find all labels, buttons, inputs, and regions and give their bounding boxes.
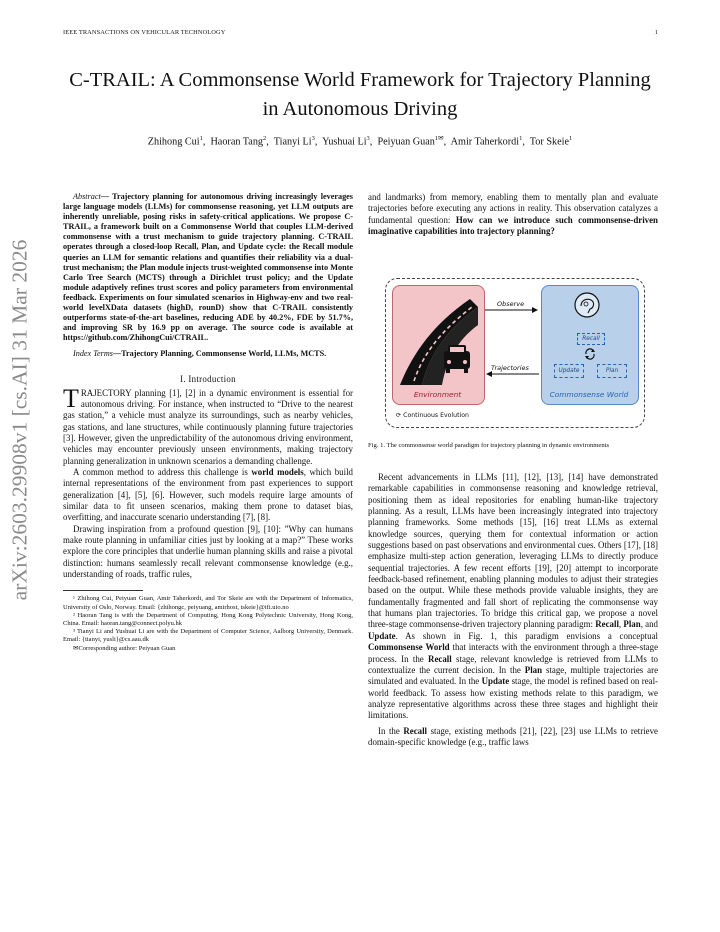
paragraph-text: stage, existing methods [21], [22], [23] use LLMs to retrieve domain-specific knowledge (e.g., traffic laws (368, 725, 658, 747)
paper-title: C-TRAIL: A Commonsense World Framework for Trajectory Planning in Autonomous Driving (69, 69, 651, 120)
figure-caption: Fig. 1. The commonsense world paradigm for trajectory planning in dynamic environments (368, 442, 610, 449)
brain-icon (572, 290, 602, 320)
abstract-label: Abstract (73, 192, 101, 201)
right-paragraph-0 (368, 192, 658, 237)
paragraph-text: In the (378, 725, 404, 736)
paragraph-text: , (618, 619, 624, 630)
bold-term: Update (368, 630, 396, 641)
paragraph-text: Recent advancements in LLMs [11], [12], [13], [14] have demonstrated remarkable capabilities in commonsense reasoning and knowledge retrieval, positioning them as ideal repositories for enabling human-like trajectory planning. As a result, LLMs have been increasingly integrated into trajectory planning frameworks. Some methods [15], [16] treat LLMs as external knowledge sources, querying them for contextual information or action suggestions based on past observations and environmental cues. Others [17], [18] emphasize multi-step action generation, leveraging LLMs to directly produce sequential trajectories. A few recent efforts [19], [20] attempt to incorporate feedback-based refinement, enabling planning modules to adjust their strategies based on the output. While these methods provide valuable insights, they are fundamentally fragmented and fall short of replicating the commonsense way that humans plan trajectories. To bridge this critical gap, we propose a novel three-stage commonsense-driven trajectory planning paradigm: (368, 472, 658, 630)
bold-term: Recall (428, 653, 452, 664)
author: Zhihong Cui (147, 136, 200, 148)
paragraph-text: that interacts with the environment through a three-stage process. In the (368, 642, 659, 664)
bold-term: Recall (403, 725, 428, 736)
evolution-caption (396, 412, 469, 419)
paragraph-text: stage, multiple trajectories are simulated and evaluated. In the (368, 664, 659, 687)
recall-box: Recall (577, 333, 605, 345)
intro-paragraph-1 (63, 383, 353, 467)
author: Amir Taherkordi (450, 136, 520, 148)
commonsense-world-label: Commonsense World (549, 390, 629, 399)
affiliation-mark: 1✉ (434, 135, 444, 142)
drop-cap: T (63, 383, 79, 413)
paragraph-text: . As shown in Fig. 1, this paradigm envisions a conceptual (395, 630, 658, 641)
cycle-icon (583, 347, 597, 361)
author: Yushuai Li (322, 136, 367, 148)
affiliation-mark: 3 (311, 135, 315, 142)
index-terms-label: Index Terms (73, 349, 113, 359)
bold-term: Recall (595, 619, 619, 630)
observe-label: Observe (497, 300, 525, 308)
paragraph-text: RAJECTORY planning [1], [2] in a dynamic environment is essential for autonomous driving. For instance, when instructed to “Drive to the nearest gas station,” a vehicle must analyze its surroundings, such as nearby vehicles, gas stations, and lane structures, while continuously planning future trajectories [3]. However, given the unpredictability of the autonomous driving environment, vehicles may encounter previously unseen environments, making trajectory planning generalization in unknown scenarios a demanding challenge. (63, 387, 353, 466)
paragraph-text: stage, the model is refined based on real-world feedback. To assess how existing methods relate to this paradigm, we analyze representative algorithms across these three stages and highlight their limitations. (368, 676, 658, 721)
author-list: Zhihong Cui$^1$, Haoran Tang$^2$, Tianyi Li$^3$, Yushuai Li$^3$, Peiyuan Guan$^{1✉}$, Amir Taherkordi$^1$, Tor Skeie$^1$ (147, 135, 573, 148)
paragraph-text: and landmarks) from memory, enabling them to mentally plan and evaluate trajectories before executing any actions in reality. This observation catalyzes a fundamental question: (368, 192, 658, 225)
arrowhead (532, 307, 538, 313)
abstract-text: — Trajectory planning for autonomous driving increasingly leverages large language models (LLMs) for commonsense reasoning, yet LLM outputs are inherently unreliable, posing risks in safety-critical applications. We propose C-TRAIL, a framework built on a Commonsense World that couples LLM-derived commonsense with a trust mechanism to guide trajectory planning. C-TRAIL operates through a closed-loop Recall, Plan, and Update cycle: the Recall module queries an LLM for semantic relations and quantifies their reliability via a dual-trust mechanism; the Plan module injects trust-weighted commonsense into Monte Carlo Tree Search (MCTS) through a Dirichlet trust policy; and the Update module adaptively refines trust scores and policy parameters from environmental feedback. Experiments on four simulated scenarios in Highway-env and two real-world levelXData datasets (highD, rounD) show that C-TRAIL consistently outperforms state-of-the-art baselines, reducing ADE by 40.2%, FDE by 51.7%, and improving SR by 16.9 pp on average. The source code is available at https://github.com/ZhihongCui/CTRAIL. (63, 192, 353, 343)
bold-term: Update (481, 676, 510, 687)
affiliation-mark: 2 (263, 135, 267, 142)
evolution-label: Continuous Evolution (403, 412, 469, 419)
bold-term: Plan (524, 664, 543, 675)
author: Peiyuan Guan (377, 136, 435, 148)
page-number: 1 (654, 29, 658, 36)
plan-box: Plan (597, 364, 627, 378)
author: Tor Skeie (529, 136, 569, 148)
intro-paragraph-3: Drawing inspiration from a profound question [9], [10]: ”Why can humans make route planning in unfamiliar cities just by looking at a map?” These works explore the core principles that underlie human planning skills and raise a pivotal distinction: humans seamlessly recall relevant commonsense knowledge (e.g., understanding of roads, traffic rules, (63, 523, 353, 579)
footnote: ✉Corresponding author: Peiyuan Guan (73, 644, 176, 652)
bold-term: Commonsense World (368, 642, 450, 653)
affiliation-mark: 1 (199, 135, 203, 142)
left-column (63, 192, 353, 653)
affiliation-mark: 1 (568, 135, 573, 142)
road-car-illustration (392, 285, 483, 403)
trajectories-label: Trajectories (491, 364, 529, 372)
footnote-rule (63, 590, 143, 591)
section-heading: I. Introduction (180, 373, 236, 384)
abstract (63, 192, 353, 343)
paragraph-text: A common method to address this challenge is (73, 466, 252, 477)
arxiv-id: arXiv:2603.29908v1 [cs.AI] 31 Mar 2026 (7, 239, 32, 601)
right-paragraph-2 (368, 726, 658, 749)
intro-paragraph-2 (63, 467, 353, 524)
environment-label: Environment (413, 390, 462, 399)
footnote: ¹ Zhihong Cui, Peiyuan Guan, Amir Taherkordi, and Tor Skeie are with the Department of Informatics, University of Oslo, Norway. Email: {zhihongc, peiyuang, amirhost, tskeie}@ifi.uio.no (63, 595, 353, 611)
update-box: Update (554, 364, 584, 378)
paragraph-text: stage, relevant knowledge is retrieved from LLMs to contextualize the current decision. In the (368, 653, 658, 675)
index-terms-text: —Trajectory Planning, Commonsense World, LLMs, MCTS. (112, 349, 327, 359)
right-paragraph-1 (368, 472, 658, 722)
footnote: ² Haoran Tang is with the Department of Computing, Hong Kong Polytechnic University, Hong Kong, China. Email: haoran.tang@connect.polyu.hk (63, 611, 353, 627)
affiliation-mark: 3 (366, 135, 370, 142)
journal-header: IEEE TRANSACTIONS ON VEHICULAR TECHNOLOGY (63, 29, 226, 36)
bold-term: Plan (623, 619, 641, 630)
index-terms (63, 349, 353, 359)
right-column-body (368, 472, 658, 748)
refresh-icon: ⟳ (396, 412, 402, 419)
affiliation-mark: 1 (519, 135, 523, 142)
paragraph-text: , and (640, 619, 658, 630)
arxiv-stamp (2, 170, 38, 670)
author: Haoran Tang (210, 136, 264, 148)
bold-term: world models (251, 466, 304, 477)
footnotes (63, 590, 353, 652)
paragraph-text: , which build internal representations of the environment from past experiences to support generalization [4], [5], [6]. However, such models require large amounts of similar data to fit unseen scenarios, making them prone to dataset bias, overfitting, and inaccurate scenario understanding [7], [8]. (63, 466, 353, 523)
author: Tianyi Li (273, 136, 312, 148)
bold-question: How can we introduce such commonsense-driven imaginative capabilities into trajectory planning? (368, 214, 658, 237)
right-column (368, 192, 658, 237)
footnote: ³ Tianyi Li and Yushuai Li are with the Department of Computer Science, Aalborg University, Denmark. Email: {tianyi, yusli}@cs.aau.dk (63, 628, 353, 644)
